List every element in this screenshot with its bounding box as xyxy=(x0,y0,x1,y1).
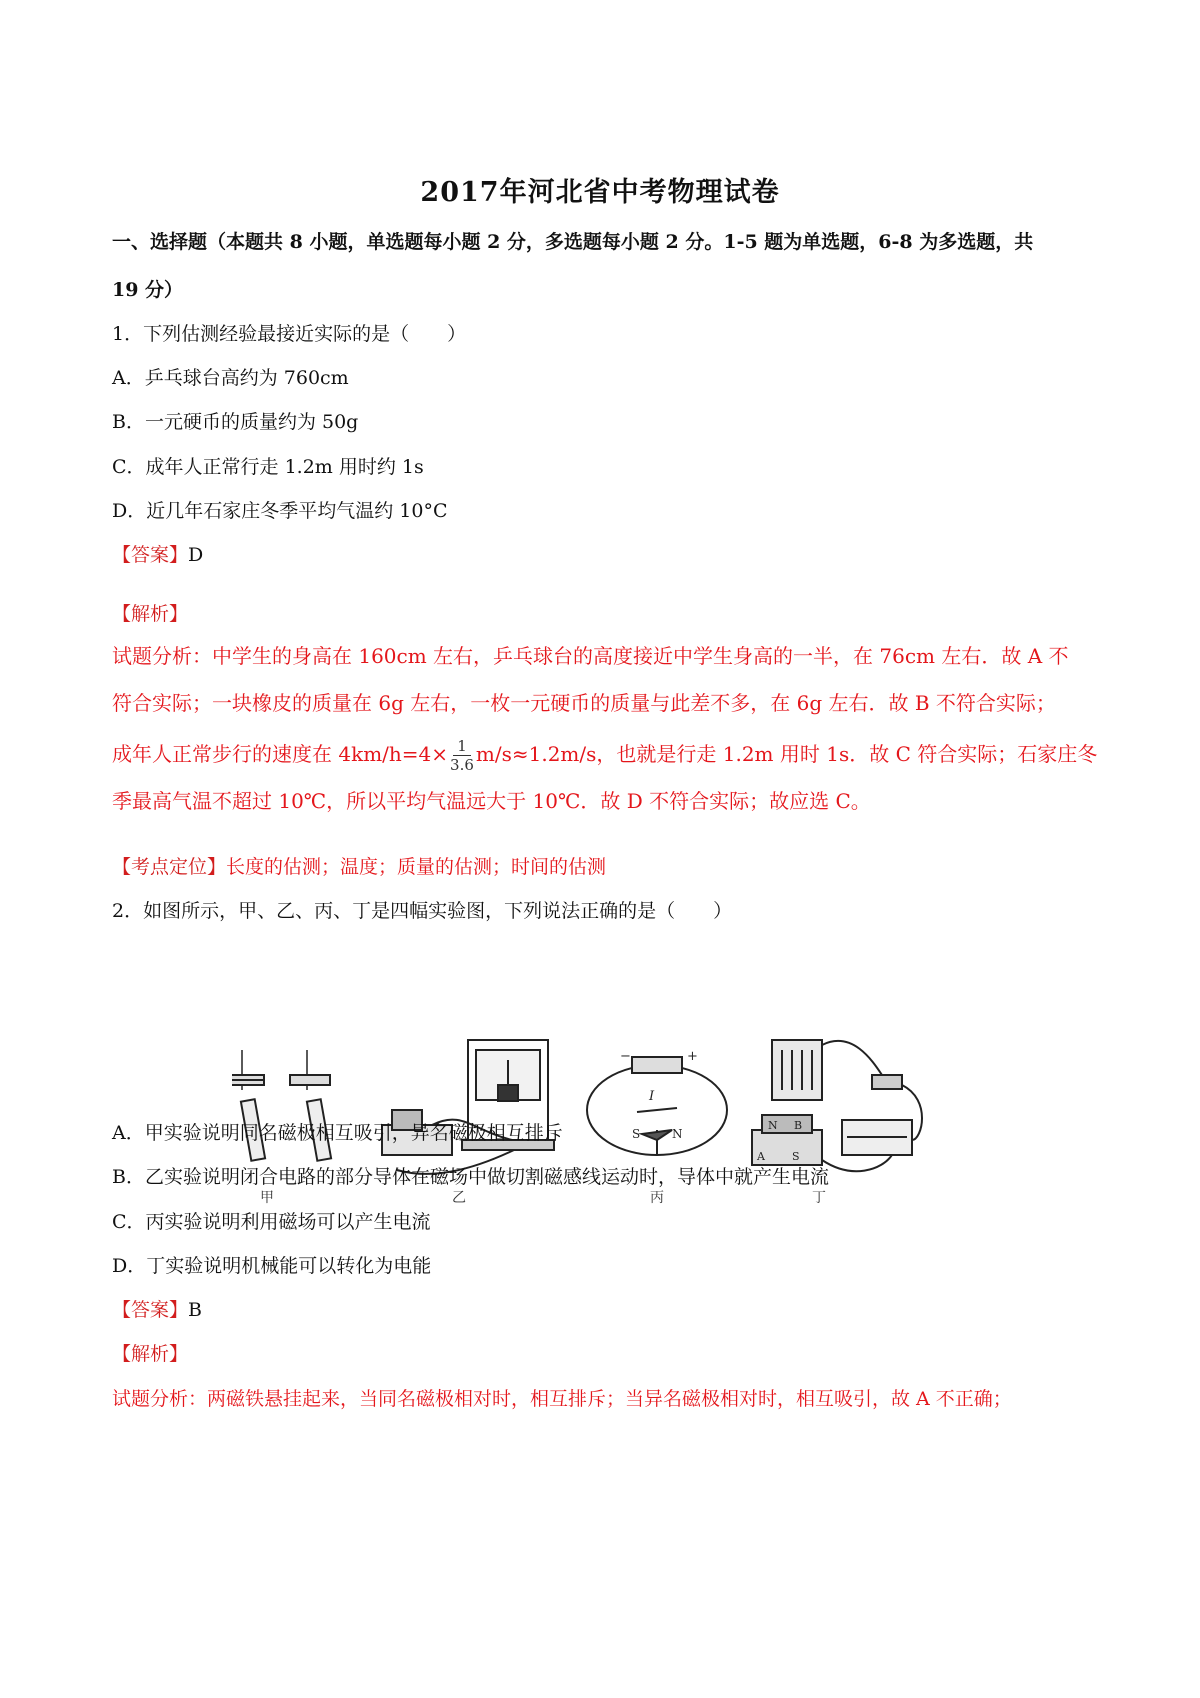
q1-option-c: C．成年人正常行走 1.2m 用时约 1s xyxy=(112,456,424,478)
q2-stem: 2．如图所示，甲、乙、丙、丁是四幅实验图，下列说法正确的是（ ） xyxy=(112,900,733,922)
q1-analysis-tag: 【解析】 xyxy=(112,603,189,625)
speed-fraction xyxy=(450,737,474,774)
q2-answer-tag: 【答案】 xyxy=(112,1299,189,1321)
q2-option-c: C．丙实验说明利用磁场可以产生电流 xyxy=(112,1211,431,1233)
figure-ding xyxy=(752,1040,922,1171)
q1-knowledge-point xyxy=(112,853,606,881)
q1-option-d: D．近几年石家庄冬季平均气温约 10°C xyxy=(112,500,448,522)
svg-text:I: I xyxy=(649,1089,655,1104)
q1-stem: 1．下列估测经验最接近实际的是（ ） xyxy=(112,323,467,345)
q2-answer-value: B xyxy=(188,1299,202,1321)
q1-analysis-line3 xyxy=(112,737,1097,774)
figure-bing xyxy=(587,1049,727,1155)
svg-text:S: S xyxy=(792,1150,800,1163)
section-heading-line2: 19 分） xyxy=(112,279,184,301)
svg-text:S: S xyxy=(632,1127,641,1141)
q1-option-a: A．乒乓球台高约为 760cm xyxy=(112,367,349,389)
figure-label-jia: 甲 xyxy=(260,1190,274,1206)
q1-answer-row xyxy=(112,541,203,569)
svg-text:A: A xyxy=(757,1150,765,1163)
section-heading-line1: 一、选择题（本题共 8 小题，单选题每小题 2 分，多选题每小题 2 分。1-5 题为单选题，6-8 为多选题，共 xyxy=(112,231,1034,253)
svg-text:N: N xyxy=(768,1119,778,1132)
svg-text:+: + xyxy=(687,1049,698,1064)
q1-analysis-line3-part1: 成年人正常步行的速度在 4km/h=4× xyxy=(112,742,449,766)
fraction-numerator: 1 xyxy=(453,737,471,756)
svg-text:B: B xyxy=(794,1119,803,1132)
q2-analysis-tag: 【解析】 xyxy=(112,1343,189,1365)
q2-answer-row xyxy=(112,1296,202,1324)
figure-label-ding: 丁 xyxy=(812,1190,826,1206)
fraction-denominator: 3.6 xyxy=(450,756,474,774)
q1-answer-value: D xyxy=(188,544,204,566)
q2-option-d: D．丁实验说明机械能可以转化为电能 xyxy=(112,1255,432,1277)
svg-text:−: − xyxy=(620,1049,631,1064)
q1-analysis-line3-part2: m/s≈1.2m/s，也就是行走 1.2m 用时 1s．故 C 符合实际；石家庄冬 xyxy=(475,742,1098,766)
q1-answer-tag: 【答案】 xyxy=(112,544,189,566)
q2-option-b: B．乙实验说明闭合电路的部分导体在磁场中做切割磁感线运动时，导体中就产生电流 xyxy=(112,1166,829,1188)
q1-option-b: B．一元硬币的质量约为 50g xyxy=(112,411,359,433)
q2-option-a: A．甲实验说明同名磁极相互吸引，异名磁极相互排斥 xyxy=(112,1122,563,1144)
figure-label-yi: 乙 xyxy=(452,1190,466,1206)
q1-analysis-line4: 季最高气温不超过 10℃，所以平均气温远大于 10℃．故 D 不符合实际；故应选 C。 xyxy=(112,789,871,813)
figure-yi xyxy=(382,1040,554,1174)
q1-analysis-line2: 符合实际；一块橡皮的质量在 6g 左右，一枚一元硬币的质量与此差不多，在 6g 左右．故 B 不符合实际； xyxy=(112,691,1056,715)
q2-analysis-line1: 试题分析：两磁铁悬挂起来，当同名磁极相对时，相互排斥；当异名磁极相对时，相互吸引，故 A 不正确； xyxy=(112,1388,1012,1410)
q1-kp-text: 长度的估测；温度；质量的估测；时间的估测 xyxy=(226,856,607,878)
q1-kp-tag: 【考点定位】 xyxy=(112,856,227,878)
svg-text:N: N xyxy=(672,1127,683,1141)
figure-label-bing: 丙 xyxy=(650,1190,664,1206)
page-title: 2017年河北省中考物理试卷 xyxy=(420,177,780,208)
q1-analysis-line1: 试题分析：中学生的身高在 160cm 左右，乒乓球台的高度接近中学生身高的一半，在 76cm 左右．故 A 不 xyxy=(112,644,1069,668)
